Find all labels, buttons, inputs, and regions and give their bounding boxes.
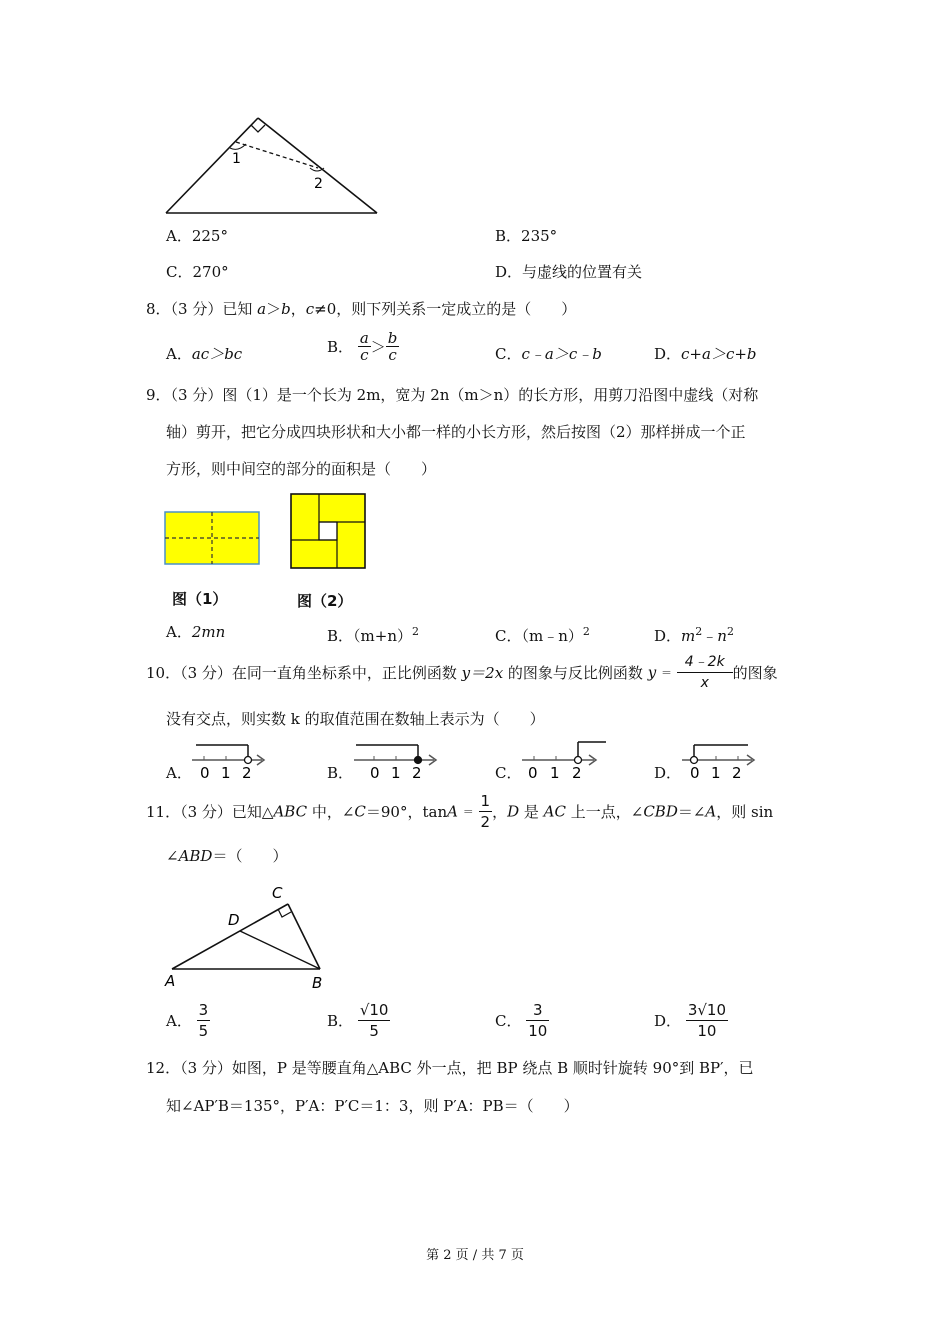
q11-opt-c-label: C． xyxy=(495,1012,522,1030)
q10-frac-num: 4﹣2k xyxy=(677,652,733,673)
q8-opt-b-label: B． xyxy=(327,338,354,356)
q8-gt: ＞ xyxy=(266,300,282,318)
q11-abc: ABC xyxy=(273,802,308,821)
tick-1-label: 1 xyxy=(711,764,721,782)
q11-opt-a-num: 3 xyxy=(198,1001,209,1019)
q12-stem-line2: 知∠AP′B＝135°，P′A：P′C＝1：3，则 P′A：PB＝（ ） xyxy=(166,1097,579,1115)
q10-stem-line1 xyxy=(146,652,778,693)
q11-option-c[interactable] xyxy=(495,1000,549,1041)
tick-2-label: 2 xyxy=(412,764,422,782)
tick-0-label: 0 xyxy=(370,764,380,782)
q10-number-line-c xyxy=(520,736,610,782)
q8-opt-c-text: c﹣a＞c﹣b xyxy=(521,345,602,363)
q11-opt-d-num: 3√10 xyxy=(687,1001,727,1019)
q11-eq: ＝ xyxy=(462,805,474,819)
q11-opt-c-den: 10 xyxy=(528,1022,548,1040)
q8-opt-a-label: A． xyxy=(166,345,192,363)
q8-opt-b-num2: b xyxy=(387,329,398,347)
q10-direct-eq: y＝2x xyxy=(461,664,504,682)
q11-opt-c-num: 3 xyxy=(526,1000,549,1021)
tick-0-label: 0 xyxy=(528,764,538,782)
q10-frac-den: x xyxy=(700,675,709,691)
q11-opt-b-den: 5 xyxy=(369,1022,379,1040)
q8-var-c: c xyxy=(305,300,315,318)
q9-figure-2-label: 图（2） xyxy=(297,592,353,610)
tick-1-label: 1 xyxy=(221,764,231,782)
tick-0-label: 0 xyxy=(690,764,700,782)
q7-option-b[interactable]: B．235° xyxy=(495,227,558,245)
q11-b1: ＝90°，tan xyxy=(365,803,448,821)
q8-option-d[interactable] xyxy=(654,344,757,364)
q9-opt-b-text: （m+n） xyxy=(353,627,412,645)
q8-option-a[interactable] xyxy=(166,344,242,364)
q10-option-b[interactable]: B． xyxy=(327,764,354,782)
q11-c1: ， xyxy=(492,803,508,821)
q11-stem-line2 xyxy=(166,846,287,866)
q11-opt-b-num: √10 xyxy=(359,1001,389,1019)
q9-opt-c-text: （m﹣n） xyxy=(521,627,583,645)
q9-figure-1-label: 图（1） xyxy=(172,590,228,608)
q9-option-d[interactable] xyxy=(654,622,734,646)
q8-opt-d-text: c+a＞c+b xyxy=(681,345,757,363)
q8-opt-d-label: D． xyxy=(654,345,682,363)
q8-stem-pre: 8．（3 分）已知 xyxy=(146,300,258,318)
q11-opt-a-label: A． xyxy=(166,1012,192,1030)
q11-c: C xyxy=(354,802,366,821)
q9-opt-d-sup1: 2 xyxy=(695,625,703,638)
q8-stem xyxy=(146,299,576,319)
q11-abd: ABD xyxy=(178,847,213,865)
q11-line2-post: ＝（ ） xyxy=(212,847,288,865)
q7-option-c[interactable]: C．270° xyxy=(166,263,229,281)
q9-opt-a-text: 2mn xyxy=(191,623,226,641)
q8-var-a: a xyxy=(257,300,267,318)
q10-inverse-frac xyxy=(677,652,733,693)
vertex-c-label: C xyxy=(272,884,283,902)
q11-ac: AC xyxy=(543,802,566,821)
q8-stem-post: ，则下列关系一定成立的是（ ） xyxy=(336,300,577,318)
tick-2-label: 2 xyxy=(242,764,252,782)
q11-opt-b-frac xyxy=(358,1000,391,1041)
q11-opt-a-den: 5 xyxy=(198,1022,209,1040)
vertex-d-label: D xyxy=(228,911,240,929)
tick-1-label: 1 xyxy=(550,764,560,782)
q11-opt-b-label: B． xyxy=(327,1012,354,1030)
q10-number-line-d xyxy=(680,740,760,782)
q9-stem-line1: 9．（3 分）图（1）是一个长为 2m，宽为 2n（m＞n）的长方形，用剪刀沿图中虚线（对称 xyxy=(146,386,759,404)
q11-opt-d-den: 10 xyxy=(697,1022,717,1040)
q11-a1: 中，∠ xyxy=(307,803,355,821)
q9-opt-d-n: n xyxy=(717,627,727,645)
q7-triangle-figure xyxy=(160,110,390,220)
q9-option-a[interactable] xyxy=(166,622,225,642)
tick-2-label: 2 xyxy=(732,764,742,782)
page-footer: 第 2 页 / 共 7 页 xyxy=(426,1248,524,1263)
q9-figure-2 xyxy=(290,493,368,571)
q8-opt-b-rel: ＞ xyxy=(370,338,386,356)
q11-e1: 上一点，∠ xyxy=(565,803,644,821)
q10-number-line-b xyxy=(352,740,442,782)
q10-stem-mid: 的图象与反比例函数 xyxy=(503,664,648,682)
q7-option-d[interactable]: D．与虚线的位置有关 xyxy=(495,263,643,281)
q9-figure-1 xyxy=(164,511,262,567)
q9-stem-line3: 方形，则中间空的部分的面积是（ ） xyxy=(166,460,437,478)
q10-stem-post: 的图象 xyxy=(732,664,778,682)
q11-f1: ＝∠ xyxy=(677,803,706,821)
tick-0-label: 0 xyxy=(200,764,210,782)
angle-2-label: 2 xyxy=(314,176,323,192)
q7-option-a[interactable]: A．225° xyxy=(166,227,228,245)
q9-opt-c-sup: 2 xyxy=(582,625,590,638)
q9-option-b[interactable] xyxy=(327,622,419,646)
q8-opt-b-frac1 xyxy=(358,330,371,363)
q11-tan-frac xyxy=(479,791,493,832)
q9-opt-c-label: C． xyxy=(495,627,522,645)
q11-g1: ，则 sin xyxy=(716,803,774,821)
q10-number-line-a xyxy=(190,740,270,782)
q11-option-b[interactable] xyxy=(327,1000,390,1041)
q8-option-b[interactable] xyxy=(327,330,399,363)
q8-opt-b-frac2 xyxy=(386,330,400,363)
q11-opt-c-frac xyxy=(526,1000,549,1041)
angle-1-label: 1 xyxy=(232,151,241,167)
q9-stem-line2: 轴）剪开，把它分成四块形状和大小都一样的小长方形，然后按图（2）那样拼成一个正 xyxy=(166,423,746,441)
q8-neq0: ≠0 xyxy=(314,300,337,318)
q11-d: D xyxy=(507,802,520,821)
q11-d1: 是 xyxy=(519,803,544,821)
q8-opt-b-num1: a xyxy=(359,329,369,347)
q8-opt-b-den2: c xyxy=(388,346,397,364)
q11-pre: 11．（3 分）已知△ xyxy=(146,803,274,821)
q10-y: y xyxy=(647,663,657,682)
q11-stem-line1 xyxy=(146,791,773,832)
q8-opt-a-text: ac＞bc xyxy=(191,345,243,363)
q9-opt-d-minus: ﹣ xyxy=(702,627,718,645)
q9-opt-d-sup2: 2 xyxy=(726,625,734,638)
q10-eqs: ＝ xyxy=(660,666,672,680)
q10-option-d[interactable]: D． xyxy=(654,764,682,782)
q9-opt-d-m: m xyxy=(681,627,696,645)
q10-option-c[interactable]: C． xyxy=(495,764,522,782)
q9-opt-b-label: B． xyxy=(327,627,354,645)
q11-option-a[interactable] xyxy=(166,1000,210,1041)
q11-line2-pre: ∠ xyxy=(166,847,179,865)
q8-option-c[interactable] xyxy=(495,344,602,364)
q8-opt-b-den1: c xyxy=(360,346,369,364)
vertex-b-label: B xyxy=(312,974,323,992)
q9-opt-b-sup: 2 xyxy=(411,625,419,638)
q11-frac-num: 1 xyxy=(480,792,491,810)
q10-stem-pre: 10．（3 分）在同一直角坐标系中，正比例函数 xyxy=(146,664,462,682)
tick-2-label: 2 xyxy=(572,764,582,782)
vertex-a-label: A xyxy=(165,972,176,990)
q10-stem-line2: 没有交点，则实数 k 的取值范围在数轴上表示为（ ） xyxy=(166,710,545,728)
q11-opt-d-frac xyxy=(686,1000,728,1041)
q11-a: A xyxy=(447,802,458,821)
q10-option-a[interactable]: A． xyxy=(166,764,192,782)
q9-opt-a-label: A． xyxy=(166,623,192,641)
q12-stem-line1: 12．（3 分）如图，P 是等腰直角△ABC 外一点，把 BP 绕点 B 顺时针旋转 90°到 BP′，已 xyxy=(146,1059,754,1077)
q8-var-b: b xyxy=(281,300,291,318)
q11-cbd: CBD xyxy=(643,802,678,821)
q9-opt-d-label: D． xyxy=(654,627,682,645)
tick-1-label: 1 xyxy=(391,764,401,782)
q11-option-d[interactable] xyxy=(654,1000,728,1041)
q11-triangle-figure xyxy=(160,878,340,994)
q11-opt-d-label: D． xyxy=(654,1012,682,1030)
q11-opt-a-frac xyxy=(197,1000,211,1041)
q11-frac-den: 2 xyxy=(480,813,491,831)
q8-comma: ， xyxy=(290,300,306,318)
q11-a-2: A xyxy=(705,802,717,821)
q9-option-c[interactable] xyxy=(495,622,590,646)
q8-opt-c-label: C． xyxy=(495,345,522,363)
